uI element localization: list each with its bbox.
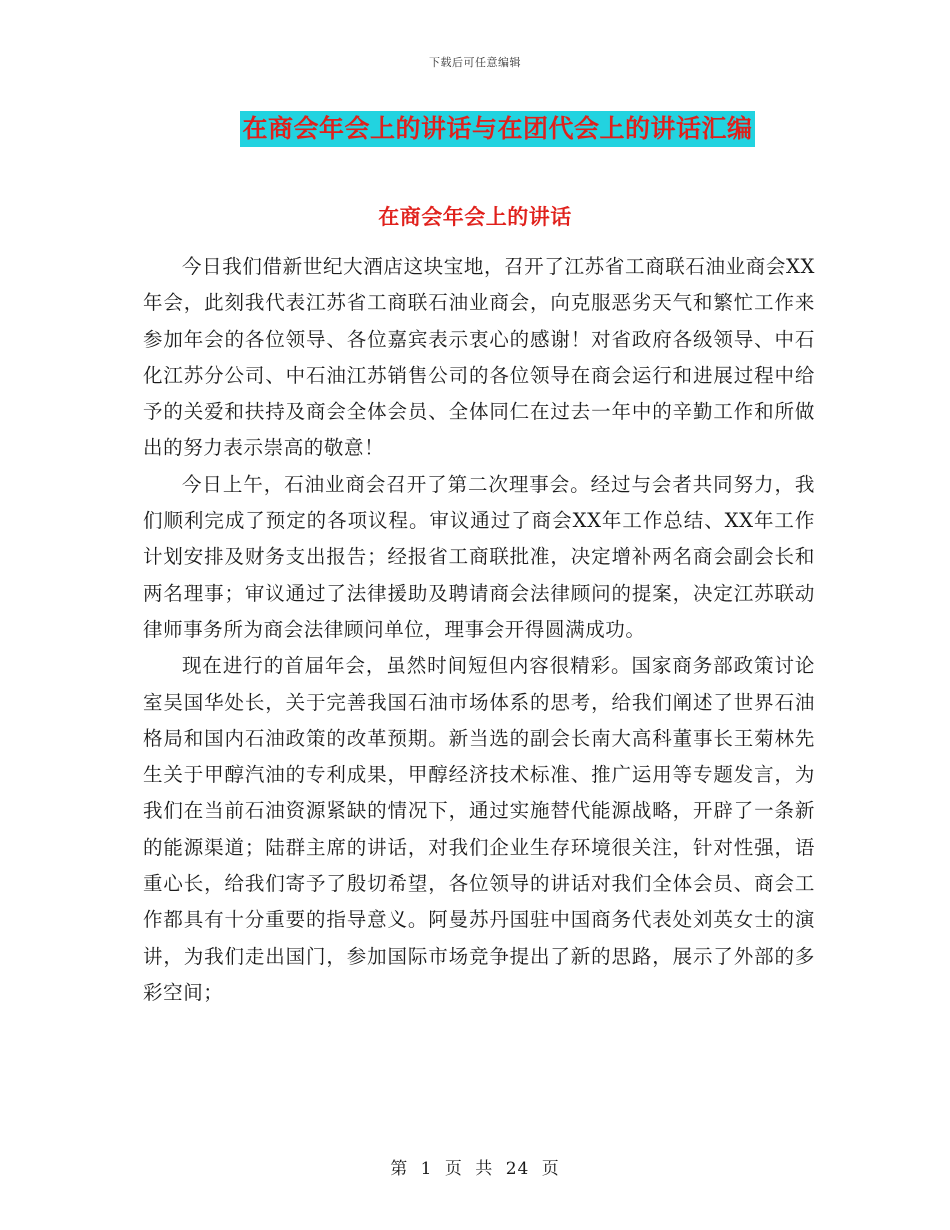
- section-title: 在商会年会上的讲话: [378, 205, 572, 229]
- main-title: 在商会年会上的讲话与在团代会上的讲话汇编: [240, 111, 754, 147]
- page-label-prefix: 第: [390, 1159, 409, 1179]
- body-text: [143, 249, 815, 1011]
- total-pages-number: 24: [505, 1159, 530, 1179]
- page-label-suffix: 页: [541, 1159, 560, 1179]
- paragraph: 现在进行的首届年会，虽然时间短但内容很精彩。国家商务部政策讨论室吴国华处长，关于完善我国石油市场体系的思考，给我们阐述了世界石油格局和国内石油政策的改革预期。新当选的副会长南大高科董事长王菊林先生关于甲醇汽油的专利成果，甲醇经济技术标准、推广运用等专题发言，为我们在当前石油资源紧缺的情况下，通过实施替代能源战略，开辟了一条新的能源渠道；陆群主席的讲话，对我们企业生存环境很关注，针对性强，语重心长，给我们寄予了殷切希望，各位领导的讲话对我们全体会员、商会工作都具有十分重要的指导意义。阿曼苏丹国驻中国商务代表处刘英女士的演讲，为我们走出国门，参加国际市场竞争提出了新的思路，展示了外部的多彩空间；: [143, 654, 815, 1004]
- current-page-number: 1: [420, 1159, 433, 1179]
- paragraph: 今日我们借新世纪大酒店这块宝地，召开了江苏省工商联石油业商会XX年会，此刻我代表江苏省工商联石油业商会，向克服恶劣天气和繁忙工作来参加年会的各位领导、各位嘉宾表示衷心的感谢！对省政府各级领导、中石化江苏分公司、中石油江苏销售公司的各位领导在商会运行和进展过程中给予的关爱和扶持及商会全体会员、全体同仁在过去一年中的辛勤工作和所做出的努力表示崇高的敬意！: [143, 255, 815, 460]
- page-label-mid: 页: [444, 1159, 463, 1179]
- page-footer: [0, 1154, 950, 1179]
- header-note: 下载后可任意编辑: [429, 56, 521, 69]
- paragraph: 今日上午，石油业商会召开了第二次理事会。经过与会者共同努力，我们顺利完成了预定的各项议程。审议通过了商会XX年工作总结、XX年工作计划安排及财务支出报告；经报省工商联批准，决定增补两名商会副会长和两名理事；审议通过了法律援助及聘请商会法律顾问的提案，决定江苏联动律师事务所为商会法律顾问单位，理事会开得圆满成功。: [143, 472, 815, 641]
- main-title-container: [0, 111, 950, 147]
- total-label: 共: [475, 1159, 494, 1179]
